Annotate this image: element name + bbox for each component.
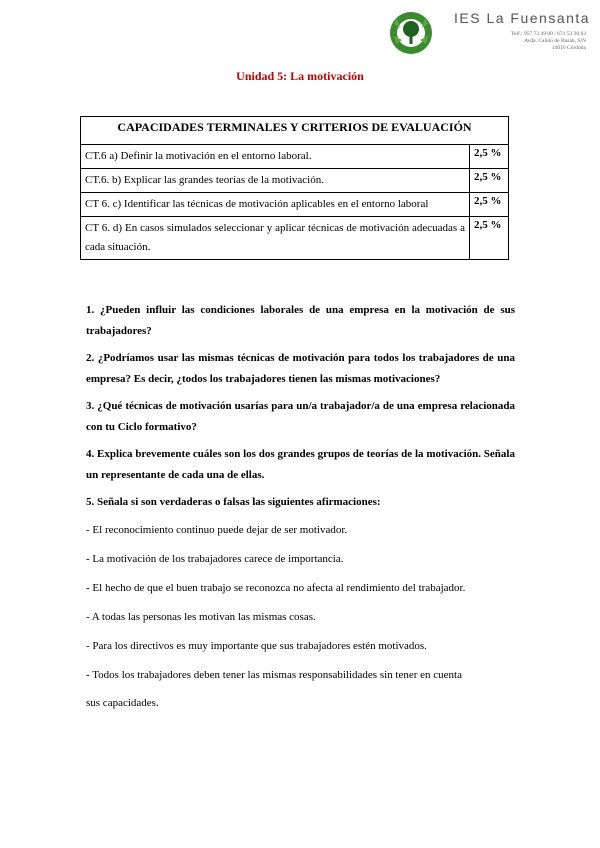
criterion-text: CT.6. b) Explicar las grandes teorías de la motivación.: [81, 169, 470, 193]
questions-section: [86, 300, 515, 725]
question-4: 4. Explica brevemente cuáles son los dos grandes grupos de teorías de la motivación. Señala un representante de cada una de ellas.: [86, 448, 515, 481]
criterion-weight: 2,5 %: [470, 193, 509, 217]
statement-item: - El hecho de que el buen trabajo se reconozca no afecta al rendimiento del trabajador.: [86, 582, 466, 594]
statement-item: - La motivación de los trabajadores carece de importancia.: [86, 553, 344, 565]
tree-logo-icon: [388, 10, 434, 56]
statement-item: - Todos los trabajadores deben tener las mismas responsabilidades sin tener en cuenta: [86, 669, 462, 681]
criterion-text: CT.6 a) Definir la motivación en el entorno laboral.: [81, 145, 470, 169]
criterion-weight: 2,5 %: [470, 169, 509, 193]
criterion-weight: 2,5 %: [470, 145, 509, 169]
page-header: [388, 8, 600, 60]
question-5: 5. Señala si son verdaderas o falsas las siguientes afirmaciones:: [86, 496, 381, 508]
question-2: 2. ¿Podríamos usar las mismas técnicas de motivación para todos los trabajadores de una empresa? Es decir, ¿todos los trabajadores tienen las mismas motivaciones?: [86, 352, 515, 385]
question-3: 3. ¿Qué técnicas de motivación usarías para un/a trabajador/a de una empresa relacionada con tu Ciclo formativo?: [86, 400, 515, 433]
school-address: Telf.: 957 73 49 00 / 671 53 20 63 Avda. Cañito de Bazán, S/N 14010 Córdoba: [510, 31, 586, 51]
table-row: [81, 145, 509, 169]
unit-title: Unidad 5: La motivación: [236, 69, 364, 83]
table-row: [81, 193, 509, 217]
criteria-table-header-row: [81, 117, 509, 145]
question-1: 1. ¿Pueden influir las condiciones laborales de una empresa en la motivación de sus trabajadores?: [86, 304, 515, 337]
school-name: IES La Fuensanta: [454, 10, 591, 26]
statement-item-continuation: sus capacidades.: [86, 697, 159, 709]
table-row: [81, 217, 509, 260]
statement-item: - Para los directivos es muy importante que sus trabajadores estén motivados.: [86, 640, 427, 652]
criteria-table: [80, 116, 509, 260]
criterion-weight: 2,5 %: [470, 217, 509, 260]
statement-item: - El reconocimiento continuo puede dejar de ser motivador.: [86, 524, 348, 536]
criterion-text: CT 6. d) En casos simulados seleccionar y aplicar técnicas de motivación adecuadas a cada situación.: [81, 217, 470, 260]
criteria-table-header: CAPACIDADES TERMINALES Y CRITERIOS DE EVALUACIÓN: [81, 117, 509, 145]
table-row: [81, 169, 509, 193]
criterion-text: CT 6. c) Identificar las técnicas de motivación aplicables en el entorno laboral: [81, 193, 470, 217]
statement-item: - A todas las personas les motivan las mismas cosas.: [86, 611, 316, 623]
